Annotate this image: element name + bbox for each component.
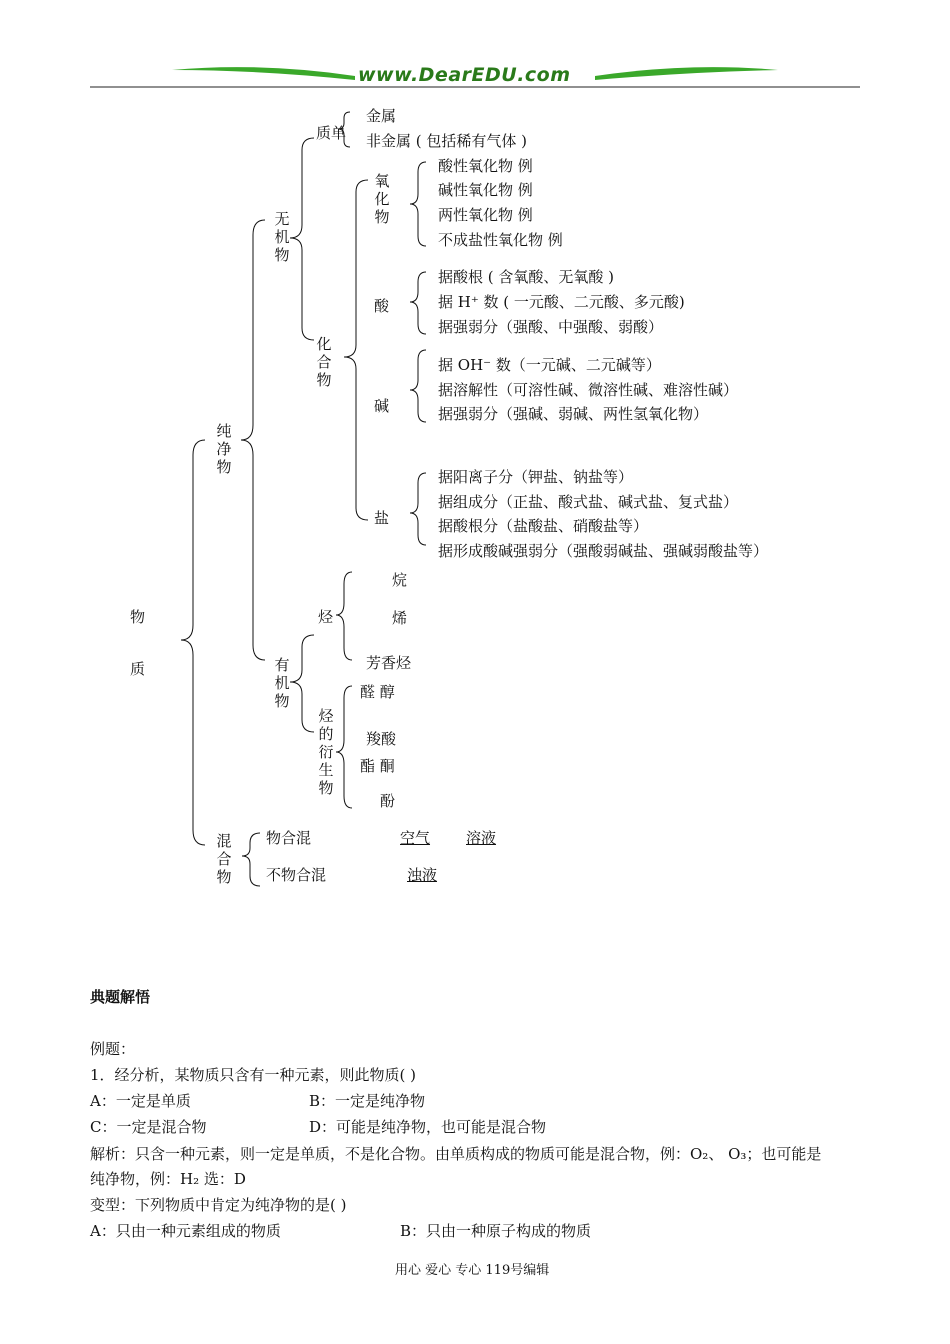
variant-question: 变型：下列物质中肯定为纯净物的是( ) [90, 1196, 347, 1214]
option-b: B：一定是纯净物 [309, 1092, 426, 1110]
simple-label: 质单 [316, 124, 347, 142]
salt-item: 据阳离子分（钾盐、钠盐等） [438, 468, 634, 486]
derivative-item: 酚 [380, 792, 396, 810]
mixture-example: 浊液 [407, 866, 438, 884]
mixture-item-label: 物合混 [266, 829, 312, 847]
mixture-example: 溶液 [466, 829, 497, 847]
mixture-label: 混合物 [216, 832, 232, 886]
oxide-item: 不成盐性氧化物 例 [438, 231, 563, 249]
hydrocarbon-item: 烯 [392, 609, 408, 627]
option-c: C：一定是混合物 [90, 1118, 207, 1136]
analysis-line-2: 纯净物，例：H₂ 选：D [90, 1170, 246, 1188]
section-title: 典题解悟 [90, 988, 151, 1006]
pure-label: 纯净物 [216, 422, 232, 476]
acid-label: 酸 [374, 297, 390, 315]
base-item: 据溶解性（可溶性碱、微溶性碱、难溶性碱） [438, 381, 739, 399]
hydrocarbon-label: 烃 [318, 608, 334, 626]
variant-option-a: A：只由一种元素组成的物质 [90, 1222, 281, 1240]
root-label-1: 物 [130, 608, 146, 626]
question-1: 1．经分析，某物质只含有一种元素，则此物质( ) [90, 1066, 417, 1084]
oxide-label: 氧化物 [374, 172, 390, 226]
base-item: 据 OH⁻ 数（一元碱、二元碱等） [438, 356, 661, 374]
acid-item: 据 H⁺ 数 ( 一元酸、二元酸、多元酸) [438, 293, 685, 311]
acid-item: 据强弱分（强酸、中强酸、弱酸） [438, 318, 664, 336]
derivative-item: 羧酸 [366, 730, 397, 748]
option-d: D：可能是纯净物，也可能是混合物 [309, 1118, 547, 1136]
inorganic-label: 无机物 [274, 210, 290, 264]
variant-option-b: B：只由一种原子构成的物质 [400, 1222, 592, 1240]
oxide-item: 两性氧化物 例 [438, 206, 533, 224]
oxide-item: 酸性氧化物 例 [438, 157, 533, 175]
salt-label: 盐 [374, 509, 390, 527]
base-label: 碱 [374, 397, 390, 415]
oxide-item: 碱性氧化物 例 [438, 181, 533, 199]
derivative-label: 烃的衍生物 [318, 707, 334, 797]
analysis-line-1: 解析：只含一种元素，则一定是单质，不是化合物。由单质构成的物质可能是混合物，例：O₂、 O₃；也可能是 [90, 1145, 822, 1163]
footer-text: 用心 爱心 专心 119号编辑 [395, 1263, 550, 1278]
hydrocarbon-item: 烷 [392, 571, 408, 589]
salt-item: 据组成分（正盐、酸式盐、碱式盐、复式盐） [438, 493, 739, 511]
salt-item: 据酸根分（盐酸盐、硝酸盐等） [438, 517, 649, 535]
organic-label: 有机物 [274, 656, 290, 710]
acid-item: 据酸根 ( 含氧酸、无氧酸 ) [438, 268, 615, 286]
example-label: 例题： [90, 1040, 136, 1058]
option-a: A：一定是单质 [90, 1092, 191, 1110]
derivative-item: 酯 酮 [360, 757, 395, 775]
base-item: 据强弱分（强碱、弱碱、两性氢氧化物） [438, 405, 709, 423]
derivative-item: 醛 醇 [360, 683, 395, 701]
metal-label: 金属 [366, 107, 397, 125]
hydrocarbon-item: 芳香烃 [366, 654, 412, 672]
nonmetal-label: 非金属 ( 包括稀有气体 ) [366, 132, 528, 150]
salt-item: 据形成酸碱强弱分（强酸弱碱盐、强碱弱酸盐等） [438, 542, 769, 560]
root-label-2: 质 [130, 660, 146, 678]
compound-label: 化合物 [316, 335, 332, 389]
mixture-item-label: 不物合混 [266, 866, 327, 884]
mixture-example: 空气 [400, 829, 431, 847]
logo-text: www.DearEDU.com [358, 64, 571, 86]
